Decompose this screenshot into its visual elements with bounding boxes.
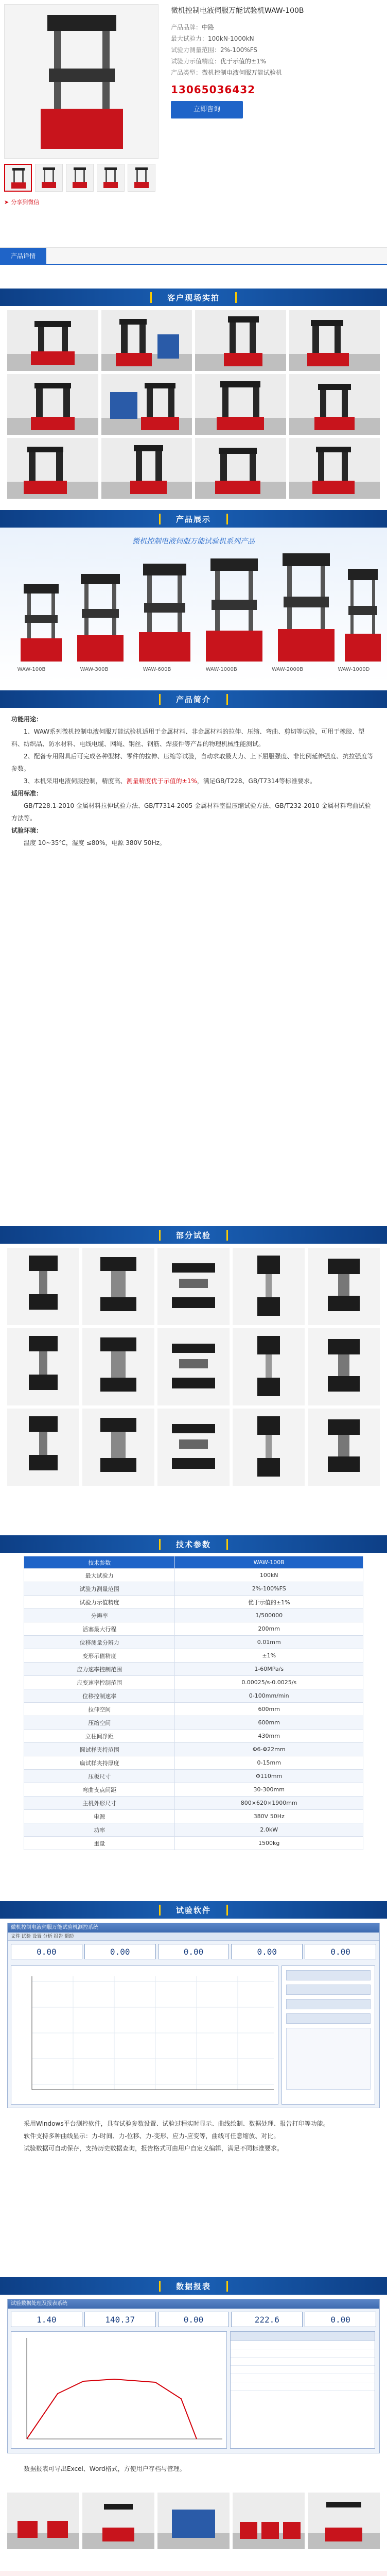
- share-link[interactable]: [4, 198, 39, 206]
- spec-row: [24, 1609, 363, 1622]
- spec-row: [24, 1676, 363, 1689]
- lineup-machine: [278, 553, 335, 662]
- control-button[interactable]: [286, 1985, 371, 1995]
- spec-value: 1-60MPa/s: [175, 1663, 363, 1676]
- thumbnail[interactable]: [35, 164, 63, 192]
- info-row: 试验力示值精度：优于示值的±1%: [171, 57, 267, 65]
- fixture-photo: [233, 1248, 305, 1325]
- spec-value: 600mm: [175, 1716, 363, 1730]
- intro-text: [0, 708, 387, 854]
- spec-value: 800×620×1900mm: [175, 1797, 363, 1810]
- readout: 0.00: [158, 1944, 230, 1959]
- window-title: 微机控制电液伺服万能试验机测控系统: [8, 1923, 379, 1933]
- spec-label: 位移控制速率: [24, 1689, 175, 1703]
- spec-label: 应力速率控制范围: [24, 1663, 175, 1676]
- data-paragraph: 数据报表可导出Excel、Word格式，方便用户存档与管理。: [24, 2465, 186, 2472]
- spec-label: 拉伸空间: [24, 1703, 175, 1716]
- report-svg: [11, 2332, 227, 2449]
- lineup-machine: [345, 569, 381, 662]
- spec-value: 30-300mm: [175, 1783, 363, 1797]
- machine-image: [41, 15, 123, 149]
- spec-value: 100kN: [175, 1569, 363, 1582]
- promise-section: [0, 2571, 387, 2576]
- curve-plot[interactable]: [11, 1965, 278, 2105]
- spec-label: 压板尺寸: [24, 1770, 175, 1783]
- detail-tabbar: [0, 247, 387, 265]
- readout: 1.40: [11, 2312, 82, 2327]
- thumbnail[interactable]: [66, 164, 94, 192]
- spec-row: [24, 1596, 363, 1609]
- warehouse-grid: [0, 2488, 387, 2553]
- spec-row: [24, 1797, 363, 1810]
- fixture-photo: [308, 1409, 380, 1486]
- customer-photo: [195, 374, 286, 435]
- control-button[interactable]: [286, 2013, 371, 2024]
- spec-row: [24, 1716, 363, 1730]
- product-header: [0, 0, 387, 247]
- intro-paragraph: 3、本机采用电液伺服控制，精度高、测量精度优于示值的±1%，满足GB/T228、GB/T7314等标准要求。: [24, 777, 316, 785]
- section-banner: [0, 2277, 387, 2295]
- customer-photo: [289, 310, 380, 371]
- readout: 0.00: [84, 1944, 156, 1959]
- spec-label: 活塞最大行程: [24, 1622, 175, 1636]
- thumbnail[interactable]: [4, 164, 32, 192]
- section-title: 产品展示: [159, 514, 228, 524]
- spec-label: 压缩空间: [24, 1716, 175, 1730]
- spec-value: 0-100mm/min: [175, 1689, 363, 1703]
- spec-row: [24, 1582, 363, 1596]
- readout: 0.00: [158, 2312, 230, 2327]
- product-title: 微机控制电液伺服万能试验机WAW-100B: [171, 7, 304, 15]
- model-label: WAW-100B: [17, 667, 46, 672]
- customer-photo: [289, 438, 380, 499]
- spec-value: 优于示值的±1%: [175, 1596, 363, 1609]
- info-row: 产品品牌：中路: [171, 23, 215, 31]
- readout: 140.37: [84, 2312, 156, 2327]
- product-info: [171, 6, 377, 118]
- spec-row: [24, 1649, 363, 1663]
- spec-label: 重量: [24, 1837, 175, 1850]
- customer-photo: [195, 438, 286, 499]
- intro-heading: 试验环境：: [11, 827, 43, 834]
- customer-photo: [195, 310, 286, 371]
- spec-label: 功率: [24, 1823, 175, 1837]
- lineup-machine: [206, 558, 262, 662]
- consult-button[interactable]: 立即咨询: [171, 101, 243, 118]
- share-icon: ➤: [4, 198, 9, 206]
- model-label: WAW-600B: [143, 667, 171, 672]
- spec-value: ±1%: [175, 1649, 363, 1663]
- software-section: [0, 1901, 387, 2160]
- section-title: 技术参数: [159, 1539, 228, 1550]
- spec-row: [24, 1823, 363, 1837]
- control-panel: [282, 1965, 375, 2105]
- spec-label: 分辨率: [24, 1609, 175, 1622]
- spec-label: 圆试样夹持范围: [24, 1743, 175, 1756]
- fixture-photo: [82, 1248, 154, 1325]
- spec-row: [24, 1636, 363, 1649]
- spec-value: 1/500000: [175, 1609, 363, 1622]
- spec-value: 0-15mm: [175, 1756, 363, 1770]
- customer-photo: [101, 310, 192, 371]
- spec-header: WAW-100B: [175, 1556, 363, 1569]
- fixture-photo: [308, 1248, 380, 1325]
- model-label: WAW-2000B: [272, 667, 304, 672]
- share-label: 分享到微信: [11, 199, 40, 206]
- info-row: 最大试验力：100kN-1000kN: [171, 35, 254, 42]
- spec-value: 200mm: [175, 1622, 363, 1636]
- software-paragraph: 试验数据可自动保存，支持历史数据查询，报告格式可由用户自定义编辑，满足不同标准要求。: [24, 2145, 284, 2152]
- spec-value: Φ110mm: [175, 1770, 363, 1783]
- spec-value: 2.0kW: [175, 1823, 363, 1837]
- lineup-machine: [21, 584, 62, 662]
- section-banner: [0, 510, 387, 528]
- readout-bar: [8, 1941, 379, 1962]
- tab-product-detail[interactable]: 产品详情: [0, 248, 46, 264]
- software-window: [7, 1923, 380, 2108]
- readout: 0.00: [11, 1944, 82, 1959]
- fixture-photo: [82, 1409, 154, 1486]
- contact-phone[interactable]: 13065036432: [171, 83, 256, 96]
- thumbnail[interactable]: [97, 164, 125, 192]
- readout: 0.00: [305, 2312, 376, 2327]
- readout: 0.00: [231, 1944, 303, 1959]
- parameter-list: [286, 2028, 371, 2090]
- warehouse-photo: [157, 2493, 230, 2549]
- fixture-photo: [233, 1409, 305, 1486]
- customer-photo: [7, 374, 98, 435]
- section-title: 试验软件: [159, 1905, 228, 1916]
- lineup-machine: [77, 574, 124, 662]
- software-desc: [0, 2112, 387, 2160]
- section-banner: [0, 1535, 387, 1553]
- spec-row: [24, 1756, 363, 1770]
- customer-photo-grid: [0, 306, 387, 503]
- spec-label: 立柱间净距: [24, 1730, 175, 1743]
- thumbnail[interactable]: [128, 164, 155, 192]
- menu-bar[interactable]: 文件 试验 设置 分析 报告 帮助: [8, 1933, 379, 1941]
- intro-paragraph: 2、配备专用附具后可完成各种型材、零件的拉伸、压缩等试验，自动求取最大力、上下屈服强度、非比例延伸强度、抗拉强度等参数。: [11, 753, 374, 772]
- window-title: 试验数据处理及报表系统: [8, 2299, 379, 2309]
- fixture-photo: [233, 1328, 305, 1405]
- spec-row: [24, 1783, 363, 1797]
- product-lineup: [0, 528, 387, 682]
- lineup-machine: [139, 564, 190, 662]
- spec-row: [24, 1663, 363, 1676]
- control-button[interactable]: [286, 1999, 371, 2009]
- fixture-photo: [82, 1328, 154, 1405]
- spec-label: 最大试验力: [24, 1569, 175, 1582]
- customer-photo: [7, 310, 98, 371]
- software-paragraph: 采用Windows平台测控软件，具有试验参数设置、试验过程实时显示、曲线绘制、数据处理、报告打印等功能。: [24, 2120, 329, 2127]
- spec-value: 430mm: [175, 1730, 363, 1743]
- spec-body: [24, 1569, 363, 1850]
- spec-row: [24, 1703, 363, 1716]
- spec-label: 位移测量分辨力: [24, 1636, 175, 1649]
- spec-label: 电源: [24, 1810, 175, 1823]
- spec-row: [24, 1569, 363, 1582]
- spec-label: 扁试样夹持厚度: [24, 1756, 175, 1770]
- spec-value: 0.00025/s-0.0025/s: [175, 1676, 363, 1689]
- section-title: 部分试验: [159, 1230, 228, 1241]
- quality-promise: [0, 2571, 387, 2576]
- spec-value: 380V 50Hz: [175, 1810, 363, 1823]
- info-row: 试验力测量范围：2%-100%FS: [171, 46, 257, 54]
- spec-value: 2%-100%FS: [175, 1582, 363, 1596]
- fixture-photo: [7, 1409, 79, 1486]
- section-banner: [0, 690, 387, 708]
- section-title: 数据报表: [159, 2281, 228, 2292]
- spec-value: 1500kg: [175, 1837, 363, 1850]
- section-banner: [0, 1226, 387, 1244]
- fixture-photo: [308, 1328, 380, 1405]
- warehouse-photo: [82, 2493, 154, 2549]
- fixture-grid: [0, 1244, 387, 1490]
- spec-value: 0.01mm: [175, 1636, 363, 1649]
- intro-paragraph: 1、WAW系列微机控制电液伺服万能试验机适用于金属材料、非金属材料的拉伸、压缩、弯曲、剪切等试验，可用于橡胶、塑料、纺织品、防水材料、电线电缆、网绳、钢丝、钢筋、焊接件等产品的物理机械性能测试。: [11, 728, 365, 748]
- intro-heading: 功能用途：: [11, 716, 43, 723]
- software-paragraph: 软件支持多种曲线显示：力-时间、力-位移、力-变形、应力-应变等，曲线可任意缩放、对比。: [24, 2132, 280, 2140]
- curve-svg: [11, 1966, 279, 2105]
- spec-row: [24, 1743, 363, 1756]
- readout: 0.00: [305, 1944, 376, 1959]
- spec-row: [24, 1837, 363, 1850]
- thumbnail-strip: [4, 164, 159, 195]
- spec-label: 弯曲支点间距: [24, 1783, 175, 1797]
- spec-row: [24, 1770, 363, 1783]
- customer-photo: [289, 374, 380, 435]
- report-table: [230, 2331, 375, 2449]
- spec-header-row: [24, 1556, 363, 1569]
- lineup-models: [0, 667, 387, 672]
- warehouse-photo: [233, 2493, 305, 2549]
- spec-label: 应变速率控制范围: [24, 1676, 175, 1689]
- lineup-slogan: 微机控制电液伺服万能试验机系列产品: [132, 537, 255, 546]
- fixture-photo: [157, 1409, 230, 1486]
- model-label: WAW-300B: [80, 667, 109, 672]
- customer-photo: [101, 374, 192, 435]
- data-desc: [0, 2458, 387, 2480]
- display-section: [0, 510, 387, 682]
- spec-header: 技术参数: [24, 1556, 175, 1569]
- more-photos: [0, 2488, 387, 2553]
- info-row: 产品类型：微机控制电液伺服万能试验机: [171, 69, 283, 76]
- section-banner: [0, 289, 387, 306]
- spec-label: 变形示值精度: [24, 1649, 175, 1663]
- fixture-photo: [7, 1248, 79, 1325]
- intro-heading: 适用标准：: [11, 790, 43, 797]
- spec-row: [24, 1730, 363, 1743]
- spec-label: 主机外形尺寸: [24, 1797, 175, 1810]
- model-label: WAW-1000B: [205, 667, 237, 672]
- spec-label: 试验力示值精度: [24, 1596, 175, 1609]
- data-section: [0, 2277, 387, 2480]
- customer-section: [0, 289, 387, 503]
- params-section: [0, 1535, 387, 1853]
- control-button[interactable]: [286, 1970, 371, 1980]
- warehouse-photo: [308, 2493, 380, 2549]
- fixture-photo: [157, 1328, 230, 1405]
- spec-row: [24, 1810, 363, 1823]
- intro-paragraph: GB/T228.1-2010 金属材料拉伸试验方法、GB/T7314-2005 金属材料室温压缩试验方法、GB/T232-2010 金属材料弯曲试验方法等。: [11, 802, 371, 822]
- readout: 222.6: [231, 2312, 303, 2327]
- fixtures-section: [0, 1226, 387, 1490]
- readout-bar: [8, 2309, 379, 2330]
- customer-photo: [7, 438, 98, 499]
- fixture-photo: [157, 1248, 230, 1325]
- spec-table: [24, 1556, 363, 1850]
- customer-photo: [101, 438, 192, 499]
- section-title: 客户现场实拍: [150, 292, 237, 303]
- spec-value: Φ6-Φ22mm: [175, 1743, 363, 1756]
- spec-label: 试验力测量范围: [24, 1582, 175, 1596]
- section-banner: [0, 1901, 387, 1919]
- report-plot[interactable]: [11, 2331, 227, 2449]
- spec-row: [24, 1689, 363, 1703]
- intro-paragraph: 温度 10~35℃，湿度 ≤80%，电源 380V 50Hz。: [24, 839, 166, 846]
- fixture-photo: [7, 1328, 79, 1405]
- section-title: 产品简介: [159, 694, 228, 705]
- intro-section: [0, 690, 387, 854]
- warehouse-photo: [7, 2493, 79, 2549]
- spec-row: [24, 1622, 363, 1636]
- model-label: WAW-1000D: [338, 667, 370, 672]
- main-product-image[interactable]: [4, 4, 159, 159]
- spec-value: 600mm: [175, 1703, 363, 1716]
- report-window: [7, 2299, 380, 2453]
